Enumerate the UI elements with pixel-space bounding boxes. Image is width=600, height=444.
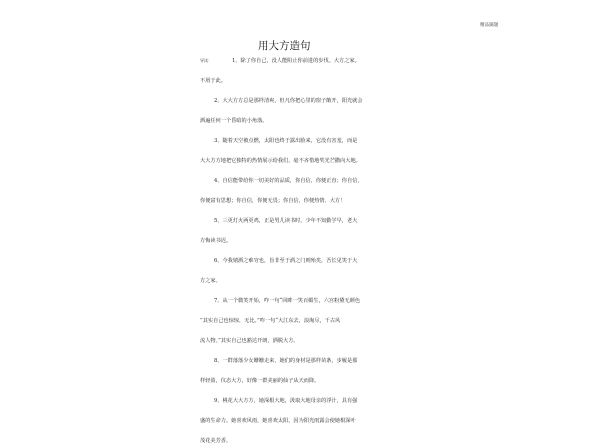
paragraph-line: 7、从一个微笑开始，咋一句“回眸一笑百媚生，六宫粉黛无颜色	[214, 298, 361, 304]
paragraph-line: 茂花美芳香。	[200, 438, 232, 444]
header-mark: 精品隨题	[480, 23, 499, 28]
document-body	[200, 58, 410, 444]
paragraph-line: 2、大大方方总是那样清爽，但凡你把心里的窗子敞开，阳光就会	[214, 98, 363, 104]
paragraph-line: 9、桃花大大方方，她深根大地，汲取大地母亲的浮汁，具有强	[214, 398, 358, 404]
paragraph-6	[200, 258, 410, 284]
paragraph-line: 3、随着天空被点燃，太阳也终于露出脸来，它没有害羞，而是	[214, 138, 358, 144]
paragraph-line: ”其实自己也惊惊，无比。”咋一句“大江东去，浪淘尽，千古风	[200, 318, 341, 324]
intro-label: 导读：	[200, 58, 212, 63]
paragraph-line: 8、一群落落少女姗姗走来，她们的身材是那样苗条，步履是那	[214, 358, 358, 364]
paragraph-9	[200, 398, 410, 444]
paragraph-line: 盛的生命力。她喜欢风雨，她喜欢太阳，因为阳光雨露会使她根深叶	[200, 418, 356, 424]
paragraph-3	[200, 138, 410, 164]
paragraph-line: 6、今我嬉洒之难穷也，旨非至于酒之门则殆矣，吾长见笑于大	[214, 258, 358, 264]
paragraph-line: 方悔读书迟。	[200, 238, 232, 244]
paragraph-line: 方之家。	[200, 278, 221, 284]
paragraph-8	[200, 358, 410, 384]
paragraph-line: 样轻盈，仪态大方，好像一群美丽的仙子从天而降。	[200, 378, 320, 384]
paragraph-line: 大大方方地把它独特的热情展示给我们，毫不吝惜地奖光芒撒向大地。	[200, 158, 361, 164]
paragraph-4	[200, 178, 410, 204]
paragraph-7	[200, 298, 410, 344]
page-title: 用大方造句	[258, 40, 311, 52]
paragraph-line: 不屑于此。	[200, 78, 226, 84]
paragraph-line: 你便富有思想；你自信，你便无畏；你自信，你便热情、大方！	[200, 198, 346, 204]
paragraph-line: 1、除了你自己，没人能阻止你前进的步伐。大方之家。	[232, 58, 360, 64]
paragraph-1	[200, 58, 410, 84]
paragraph-line: 流人物。”其实自己也豁达开朗，洒脱大方。	[200, 338, 299, 344]
paragraph-5	[200, 218, 410, 244]
paragraph-line: 4、自信能带给你一切美好的品质，你自信，你便正直；你自信，	[214, 178, 363, 184]
paragraph-2	[200, 98, 410, 124]
paragraph-line: 洒遍任何一个昏暗的小角落。	[200, 118, 268, 124]
paragraph-line: 5、三更灯火两更鸡，正是男儿读书时，少年不知勤学早，老大	[214, 218, 358, 224]
